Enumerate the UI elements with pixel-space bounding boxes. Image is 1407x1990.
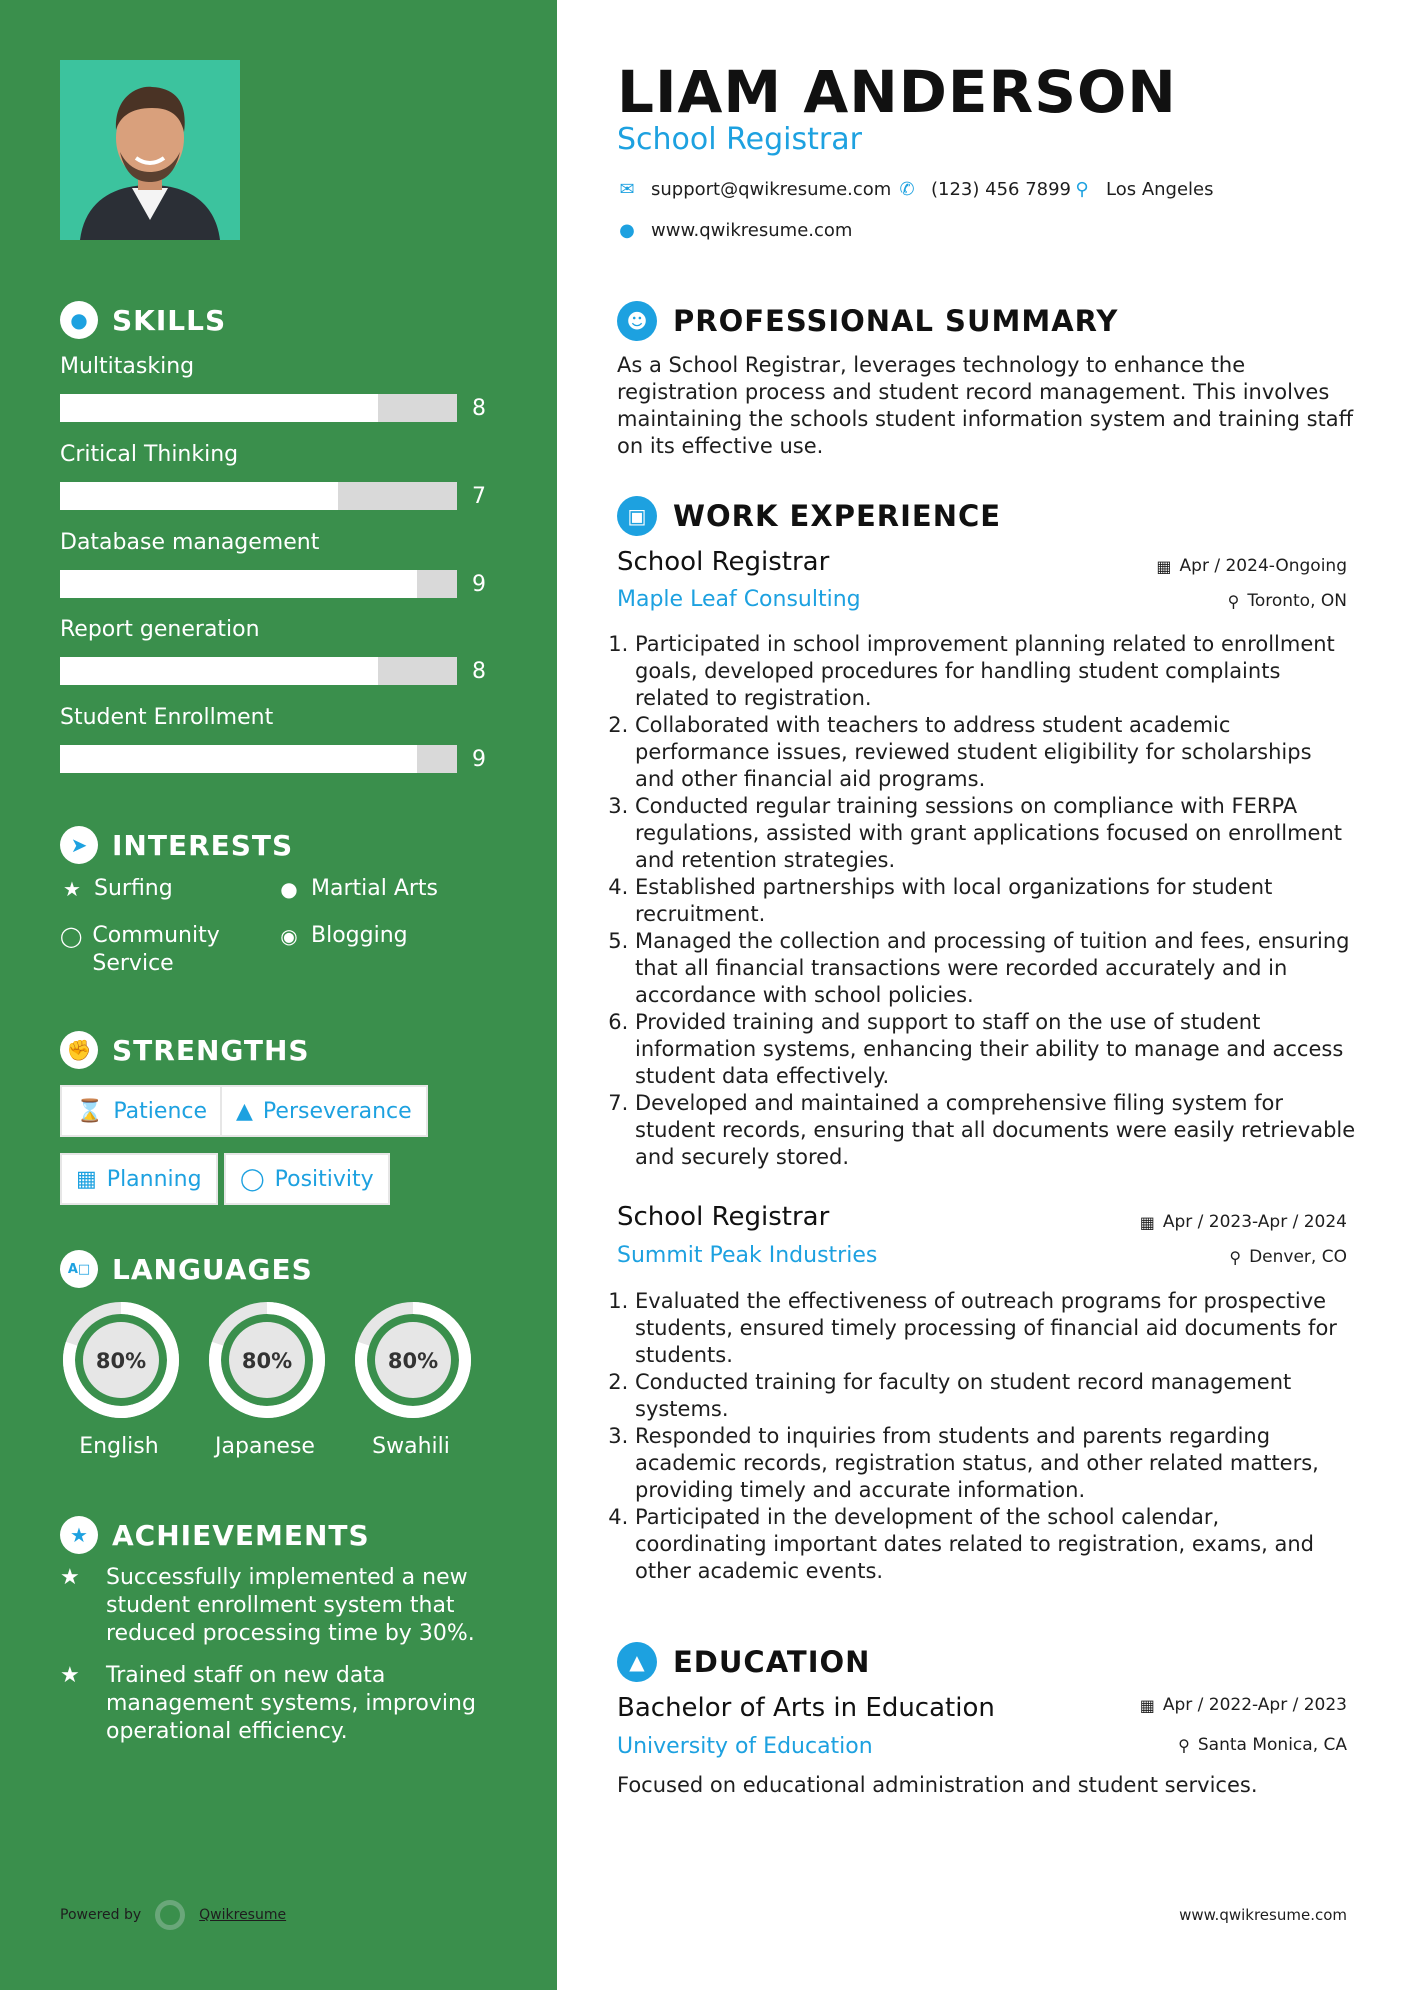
- achievements-heading: [60, 1516, 370, 1554]
- skill-name: Critical Thinking: [60, 442, 239, 467]
- circle-notch-icon: ◯: [240, 1166, 265, 1192]
- skill-bar-fill: [60, 482, 338, 510]
- sidebar: [0, 0, 557, 1990]
- globe-icon: ●: [619, 220, 635, 241]
- skill-bar-fill: [60, 570, 417, 598]
- job-location: [1229, 1247, 1347, 1267]
- phone-text[interactable]: (123) 456 7899: [931, 179, 1072, 200]
- calendar-icon: ▦: [1156, 556, 1172, 576]
- language-item: [205, 1298, 325, 1459]
- skill-item: [60, 352, 500, 422]
- strength-label: Planning: [106, 1166, 202, 1192]
- summary-title: PROFESSIONAL SUMMARY: [673, 304, 1119, 338]
- map-pin-icon: ⚲: [1075, 179, 1089, 200]
- skill-value: 9: [472, 746, 486, 772]
- skills-heading: [60, 301, 226, 339]
- language-name: Japanese: [215, 1434, 315, 1459]
- graduation-icon: ▲: [617, 1642, 657, 1682]
- skill-value: 7: [472, 483, 486, 509]
- education-description: Focused on educational administration and student services.: [617, 1773, 1258, 1797]
- pin-icon: ⚲: [1178, 1735, 1190, 1755]
- job-location: [1228, 591, 1347, 611]
- strength-label: Perseverance: [262, 1098, 412, 1124]
- language-level: 80%: [95, 1349, 147, 1373]
- duty-item: 6. Provided training and support to staff on the use of student information systems, enhancing their ability to manage and access student data effectively.: [635, 1009, 1357, 1090]
- fist-icon: ✊: [60, 1031, 98, 1069]
- strength-label: Patience: [113, 1098, 208, 1124]
- shooting-star-icon: ★: [60, 1663, 80, 1688]
- shooting-star-icon: ★: [60, 1565, 80, 1590]
- job-duties: [617, 631, 1357, 1171]
- users-icon: ◉: [280, 924, 298, 948]
- school-name: University of Education: [617, 1734, 873, 1759]
- job-dates-text: Apr / 2023-Apr / 2024: [1162, 1212, 1347, 1232]
- duty-item: 4. Participated in the development of the school calendar, coordinating important dates related to registration, exams, and other academic events.: [635, 1504, 1357, 1585]
- language-level: 80%: [241, 1349, 293, 1373]
- website-contact: [617, 220, 852, 241]
- job-dates: [1140, 1212, 1347, 1232]
- profile-photo: [60, 60, 240, 240]
- achievement-text: Trained staff on new data management systems, improving operational efficiency.: [106, 1663, 476, 1744]
- calendar-icon: ▦: [1139, 1212, 1155, 1232]
- skill-item: [60, 440, 500, 510]
- education-location-text: Santa Monica, CA: [1197, 1735, 1347, 1755]
- languages-title: LANGUAGES: [112, 1252, 313, 1286]
- strength-tag: [60, 1153, 218, 1205]
- skill-name: Multitasking: [60, 354, 195, 379]
- languages-heading: [60, 1250, 313, 1288]
- language-ring: [205, 1298, 329, 1422]
- main-content: [557, 0, 1407, 1990]
- skill-bar: [60, 570, 457, 598]
- language-ring: [59, 1298, 183, 1422]
- job-title: School Registrar: [617, 1202, 830, 1232]
- experience-heading: [617, 496, 1001, 536]
- duty-item: 3. Responded to inquiries from students and parents regarding academic records, registration status, and other related matters, providing timely and accurate information.: [635, 1423, 1357, 1504]
- skill-bar: [60, 657, 457, 685]
- interest-label: Surfing: [94, 876, 173, 901]
- skill-row: [60, 745, 500, 773]
- degree-title: Bachelor of Arts in Education: [617, 1693, 995, 1723]
- briefcase-icon: ▣: [617, 496, 657, 536]
- skills-title: SKILLS: [112, 303, 227, 337]
- skill-bar-fill: [60, 394, 378, 422]
- calendar-icon: ▦: [76, 1166, 97, 1192]
- interest-item: [277, 875, 438, 903]
- interest-item: [60, 875, 173, 903]
- achievements-title: ACHIEVEMENTS: [112, 1518, 370, 1552]
- skill-bar-fill: [60, 657, 378, 685]
- powered-by: [60, 1900, 286, 1930]
- strength-tag: [224, 1153, 390, 1205]
- job-duties: [617, 1288, 1357, 1585]
- language-ring: [351, 1298, 475, 1422]
- achievement-item: [60, 1662, 480, 1746]
- hourglass-icon: ⌛: [76, 1098, 104, 1124]
- job-company: Maple Leaf Consulting: [617, 587, 861, 612]
- skill-bar: [60, 482, 457, 510]
- skill-bar-fill: [60, 745, 417, 773]
- powered-by-label: Powered by: [60, 1907, 142, 1923]
- skill-row: [60, 657, 500, 685]
- skill-row: [60, 482, 500, 510]
- achievement-item: [60, 1564, 480, 1648]
- duty-item: 3. Conducted regular training sessions on compliance with FERPA regulations, assisted with grant applications focused on enrollment and retention strategies.: [635, 793, 1357, 874]
- qwikresume-logo: [155, 1900, 185, 1930]
- strength-tag: [220, 1085, 428, 1137]
- envelope-icon: ✉: [619, 179, 635, 200]
- interest-item: [60, 922, 240, 978]
- language-item: [351, 1298, 471, 1459]
- user-icon: ☻: [617, 301, 657, 341]
- education-heading: [617, 1642, 870, 1682]
- language-icon: A□: [60, 1250, 98, 1288]
- job-dates-text: Apr / 2024-Ongoing: [1179, 556, 1347, 576]
- qwikresume-link[interactable]: Qwikresume: [199, 1907, 287, 1923]
- calendar-icon: ▦: [1139, 1695, 1155, 1715]
- pin-icon: ⚲: [1229, 1247, 1242, 1267]
- location-text: Los Angeles: [1106, 179, 1214, 200]
- skill-bar: [60, 745, 457, 773]
- duty-item: 5. Managed the collection and processing of tuition and fees, ensuring that all financial transactions were recorded accurately and in accordance with school policies.: [635, 928, 1357, 1009]
- website-text[interactable]: www.qwikresume.com: [651, 220, 853, 241]
- skill-name: Database management: [60, 530, 320, 555]
- language-item: [59, 1298, 179, 1459]
- skill-row: [60, 394, 500, 422]
- duty-item: 4. Established partnerships with local organizations for student recruitment.: [635, 874, 1357, 928]
- email-contact: [617, 179, 891, 200]
- strength-tag: [60, 1085, 223, 1137]
- interest-label: Community Service: [92, 923, 220, 976]
- shield-icon: ◯: [60, 924, 83, 948]
- skill-row: [60, 570, 500, 598]
- experience-title: WORK EXPERIENCE: [673, 499, 1002, 533]
- achievement-text: Successfully implemented a new student enrollment system that reduced processing time by 30%.: [106, 1565, 475, 1646]
- strengths-heading: [60, 1031, 310, 1069]
- interests-heading: [60, 826, 293, 864]
- duty-item: 7. Developed and maintained a comprehensive filing system for student records, ensuring that all documents were easily retrievable and securely stored.: [635, 1090, 1357, 1171]
- star-icon: ★: [63, 877, 81, 901]
- skill-item: [60, 703, 500, 773]
- language-name: English: [79, 1434, 159, 1459]
- strength-label: Positivity: [274, 1166, 374, 1192]
- job-location-text: Denver, CO: [1249, 1247, 1347, 1267]
- summary-text: As a School Registrar, leverages technology to enhance the registration process and student record management. This involves maintaining the schools student information system and training staff on its effective use.: [617, 353, 1354, 458]
- duty-item: 2. Collaborated with teachers to address student academic performance issues, reviewed student eligibility for scholarships and other financial aid programs.: [635, 712, 1357, 793]
- skill-value: 8: [472, 395, 486, 421]
- duty-item: 1. Participated in school improvement planning related to enrollment goals, developed procedures for handling student complaints related to registration.: [635, 631, 1357, 712]
- summary-heading: [617, 301, 1118, 341]
- job-location-text: Toronto, ON: [1247, 591, 1347, 611]
- duty-item: 2. Conducted training for faculty on student record management systems.: [635, 1369, 1357, 1423]
- strengths-title: STRENGTHS: [112, 1033, 310, 1067]
- footer-url[interactable]: www.qwikresume.com: [1179, 1906, 1347, 1924]
- skill-bar: [60, 394, 457, 422]
- language-level: 80%: [387, 1349, 439, 1373]
- job-company: Summit Peak Industries: [617, 1243, 878, 1268]
- phone-icon: ✆: [899, 179, 915, 200]
- job-title: School Registrar: [617, 547, 830, 577]
- skill-name: Report generation: [60, 617, 260, 642]
- interest-item: [277, 922, 408, 950]
- skill-value: 9: [472, 571, 486, 597]
- star-badge-icon: ★: [60, 1516, 98, 1554]
- education-dates: [1140, 1695, 1347, 1715]
- phone-contact: [897, 179, 1071, 200]
- paper-plane-icon: ➤: [60, 826, 98, 864]
- interest-label: Martial Arts: [311, 876, 439, 901]
- interests-title: INTERESTS: [112, 828, 294, 862]
- interest-label: Blogging: [311, 923, 408, 948]
- skill-value: 8: [472, 658, 486, 684]
- language-name: Swahili: [372, 1434, 450, 1459]
- location-contact: [1072, 179, 1214, 200]
- education-location: [1178, 1735, 1347, 1755]
- duty-item: 1. Evaluated the effectiveness of outreach programs for prospective students, ensured timely processing of financial aid documents for students.: [635, 1288, 1357, 1369]
- email-text[interactable]: support@qwikresume.com: [651, 179, 892, 200]
- candidate-role: School Registrar: [617, 122, 862, 157]
- candidate-name: LIAM ANDERSON: [617, 58, 1177, 126]
- globe-icon: ●: [280, 877, 298, 901]
- education-title: EDUCATION: [673, 1645, 871, 1679]
- pin-icon: ⚲: [1227, 591, 1240, 611]
- road-icon: ▲: [236, 1098, 253, 1124]
- education-dates-text: Apr / 2022-Apr / 2023: [1162, 1695, 1347, 1715]
- skill-item: [60, 615, 500, 685]
- skill-item: [60, 528, 500, 598]
- lightbulb-icon: ●: [60, 301, 98, 339]
- skill-name: Student Enrollment: [60, 705, 274, 730]
- job-dates: [1156, 556, 1347, 576]
